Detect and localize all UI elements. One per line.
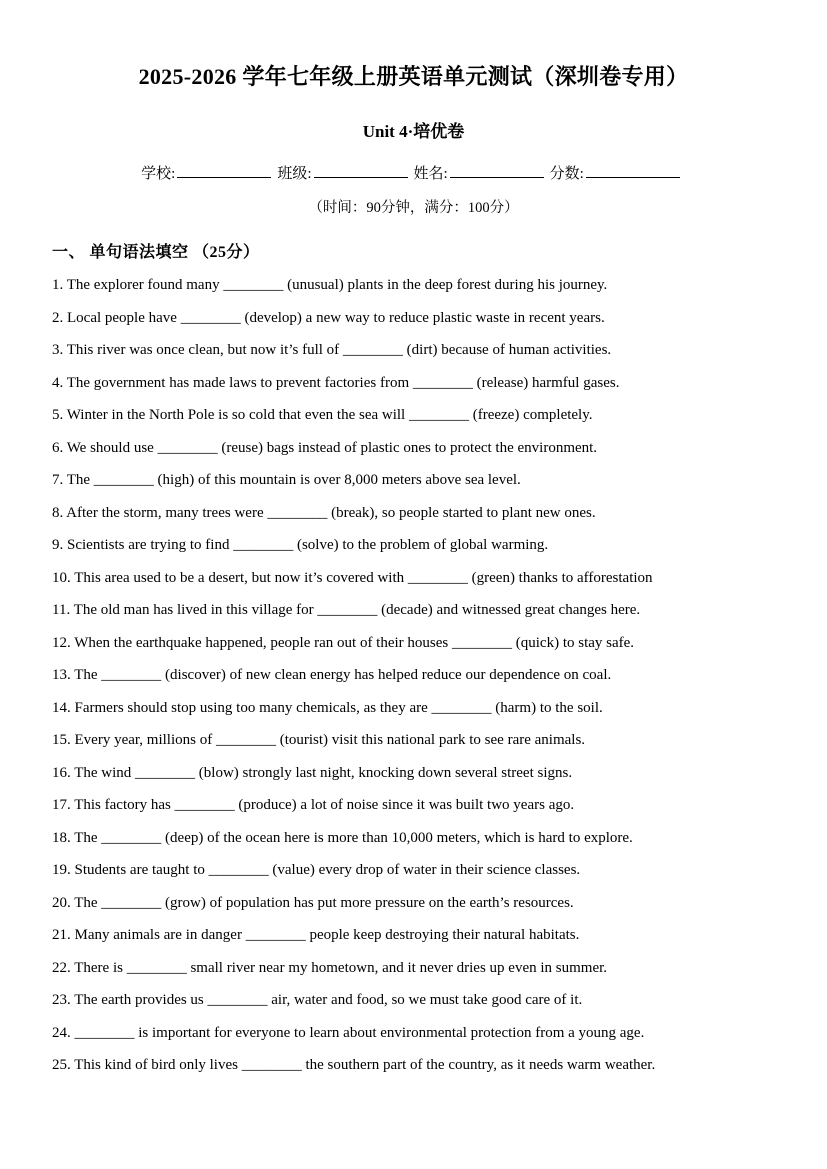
question-item: 3. This river was once clean, but now it’s full of ________ (dirt) because of human activities. (52, 342, 612, 358)
question-item: 24. ________ is important for everyone to learn about environmental protection from a young age. (52, 1024, 645, 1041)
class-label: 班级: (277, 166, 312, 182)
page-title: 2025-2026 学年七年级上册英语单元测试（深圳卷专用） (138, 64, 689, 89)
time-info: （时间：90分钟，满分：100分） (308, 200, 519, 216)
question-item: 4. The government has made laws to prevent factories from ________ (release) harmful gases. (52, 374, 620, 391)
question-item: 2. Local people have ________ (develop) a new way to reduce plastic waste in recent years. (52, 309, 605, 326)
question-list (52, 269, 775, 1082)
page-subtitle: Unit 4·培优卷 (362, 122, 465, 141)
name-label: 姓名: (413, 166, 448, 182)
name-blank (450, 162, 544, 178)
question-item: 5. Winter in the North Pole is so cold that even the sea will ________ (freeze) completely. (52, 407, 593, 423)
question-item: 9. Scientists are trying to find ________ (solve) to the problem of global warming. (52, 537, 549, 553)
question-item: 10. This area used to be a desert, but now it’s covered with ________ (green) thanks to afforestation (52, 569, 653, 586)
student-info-row (52, 162, 775, 183)
question-item: 21. Many animals are in danger ________ people keep destroying their natural habitats. (52, 927, 580, 943)
question-item: 12. When the earthquake happened, people ran out of their houses ________ (quick) to stay safe. (52, 634, 635, 651)
question-item: 25. This kind of bird only lives ________ the southern part of the country, as it needs warm weather. (52, 1057, 656, 1073)
question-item: 13. The ________ (discover) of new clean energy has helped reduce our dependence on coal. (52, 667, 612, 683)
question-item: 6. We should use ________ (reuse) bags instead of plastic ones to protect the environment. (52, 439, 598, 456)
score-label: 分数: (549, 166, 584, 182)
question-item: 7. The ________ (high) of this mountain is over 8,000 meters above sea level. (52, 472, 521, 488)
school-blank (177, 162, 271, 178)
school-label: 学校: (141, 166, 176, 182)
question-item: 23. The earth provides us ________ air, water and food, so we must take good care of it. (52, 992, 583, 1008)
question-item: 19. Students are taught to ________ (value) every drop of water in their science classes. (52, 862, 581, 878)
question-item: 8. After the storm, many trees were ________ (break), so people started to plant new ones. (52, 504, 596, 521)
question-item: 16. The wind ________ (blow) strongly last night, knocking down several street signs. (52, 764, 573, 781)
question-item: 15. Every year, millions of ________ (tourist) visit this national park to see rare animals. (52, 732, 586, 748)
section-heading: 一、 单句语法填空 （25分） (52, 244, 260, 261)
score-blank (586, 162, 680, 178)
question-item: 11. The old man has lived in this village for ________ (decade) and witnessed great changes here. (52, 602, 641, 618)
question-item: 20. The ________ (grow) of population has put more pressure on the earth’s resources. (52, 894, 574, 911)
class-blank (314, 162, 408, 178)
question-item: 17. This factory has ________ (produce) a lot of noise since it was built two years ago. (52, 797, 575, 813)
question-item: 1. The explorer found many ________ (unusual) plants in the deep forest during his journey. (52, 277, 608, 293)
question-item: 18. The ________ (deep) of the ocean here is more than 10,000 meters, which is hard to explore. (52, 829, 633, 846)
question-item: 14. Farmers should stop using too many chemicals, as they are ________ (harm) to the soil. (52, 699, 603, 716)
question-item: 22. There is ________ small river near my hometown, and it never dries up even in summer. (52, 959, 608, 976)
